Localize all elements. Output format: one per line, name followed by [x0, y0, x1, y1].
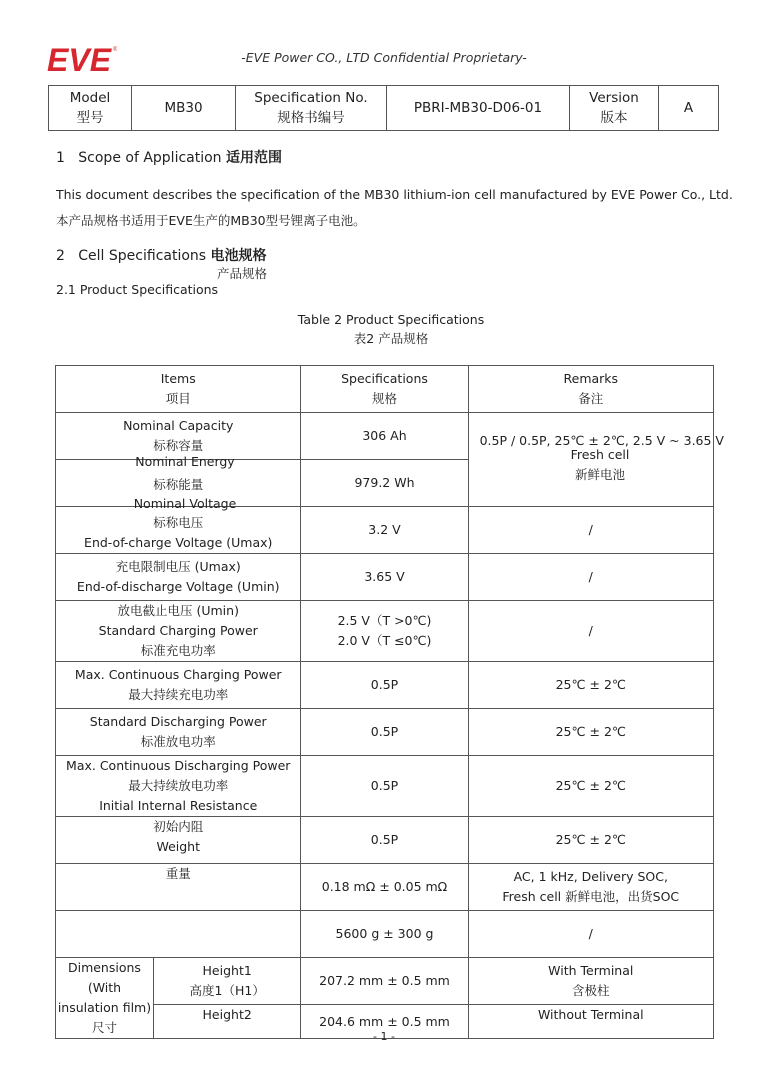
item-cell — [56, 911, 301, 958]
table-row — [56, 911, 714, 958]
item-cell: Standard Discharging Power 标准放电功率 — [56, 709, 301, 756]
spec-no-value-cell: PBRI-MB30-D06-01 — [387, 86, 570, 131]
item-cell: 标称电压 End-of-charge Voltage (Umax) — [56, 507, 301, 554]
item-cell: Max. Continuous Charging Power 最大持续充电功率 — [56, 662, 301, 709]
table-row — [56, 662, 714, 709]
scope-paragraph-en: This document describes the specification of the MB30 lithium-ion cell manufactured by EVE Power Co., Ltd. — [56, 187, 733, 202]
subsection-2-1-heading: 2.1 Product Specifications — [56, 282, 219, 297]
nominal-voltage-label: Nominal Voltage — [133, 496, 237, 511]
item-cell: 重量 — [56, 864, 301, 911]
table-title: Table 2 Product Specifications 表2 产品规格 — [297, 312, 485, 346]
spec-no-label-cell: Specification No. 规格书编号 — [236, 86, 387, 131]
table-row — [56, 756, 714, 817]
spec-cell: 0.5P — [301, 662, 468, 709]
remark-cell: / — [468, 911, 713, 958]
scope-paragraph-cn: 本产品规格书适用于EVE生产的MB30型号锂离子电池。 — [56, 213, 366, 228]
table-row — [56, 817, 714, 864]
section-2-heading: 2 Cell Specifications 电池规格 — [56, 248, 267, 264]
table-header-row — [56, 366, 714, 413]
header-items: Items 项目 — [56, 366, 301, 413]
item-cell: 充电限制电压 (Umax) End-of-discharge Voltage (Umin) — [56, 554, 301, 601]
remark-cell: AC, 1 kHz, Delivery SOC, Fresh cell 新鲜电池，出货SOC — [468, 864, 713, 911]
table-row — [56, 601, 714, 662]
spec-cell: 0.5P — [301, 709, 468, 756]
item-cell: Nominal Capacity 标称容量 — [56, 413, 301, 460]
spec-cell: 0.5P — [301, 817, 468, 864]
header-remarks: Remarks 备注 — [468, 366, 713, 413]
remark-cell: 25℃ ± 2℃ — [468, 756, 713, 817]
model-value-cell: MB30 — [132, 86, 236, 131]
remark-cell: / — [468, 554, 713, 601]
confidential-notice: -EVE Power CO., LTD Confidential Proprietary- — [241, 50, 527, 65]
spec-cell: 2.5 V（T >0℃) 2.0 V（T ≤0℃) — [301, 601, 468, 662]
item-cell: Max. Continuous Discharging Power 最大持续放电功率 Initial Internal Resistance — [56, 756, 301, 817]
remark-cell: 0.5P / 0.5P, 25℃ ± 2℃, 2.5 V ~ 3.65 V — [468, 413, 713, 507]
fresh-cell-remark: Fresh cell 新鲜电池 — [570, 447, 630, 482]
item-cell: 放电截止电压 (Umin) Standard Charging Power 标准充电功率 — [56, 601, 301, 662]
spec-cell: 0.5P — [301, 756, 468, 817]
header-specifications: Specifications 规格 — [301, 366, 468, 413]
height2-cell: Height2 — [153, 1005, 301, 1039]
page-number: - 1 - — [373, 1030, 395, 1043]
section-1-heading: 1 Scope of Application 适用范围 — [56, 150, 283, 166]
model-label-cell: Model 型号 — [49, 86, 132, 131]
item-cell: 标称能量 — [56, 460, 301, 507]
remark-cell: 25℃ ± 2℃ — [468, 709, 713, 756]
remark-cell: / — [468, 601, 713, 662]
spec-cell: 3.65 V — [301, 554, 468, 601]
dimensions-row — [56, 958, 714, 1005]
height2-spec-cell: 204.6 mm ± 0.5 mm — [301, 1005, 468, 1039]
table-row — [56, 709, 714, 756]
table-row — [56, 554, 714, 601]
version-label-cell: Version 版本 — [570, 86, 659, 131]
eve-logo-text: EVE — [47, 42, 112, 74]
spec-cell: 979.2 Wh — [301, 460, 468, 507]
floating-product-spec-cn: 产品规格 — [217, 266, 268, 281]
svg-text:®: ® — [113, 47, 117, 53]
version-value-cell: A — [659, 86, 719, 131]
item-cell: 初始内阻 Weight — [56, 817, 301, 864]
dimensions-label-cell: Dimensions (With insulation film) 尺寸 — [56, 958, 154, 1039]
remark-cell: 25℃ ± 2℃ — [468, 662, 713, 709]
height2-remark-cell: Without Terminal — [468, 1005, 713, 1039]
nominal-energy-label: Nominal Energy — [135, 454, 235, 469]
spec-cell: 0.18 mΩ ± 0.05 mΩ — [301, 864, 468, 911]
document-header-table — [48, 85, 719, 131]
table-row — [56, 864, 714, 911]
remark-cell: 25℃ ± 2℃ — [468, 817, 713, 864]
height1-remark-cell: With Terminal 含极柱 — [468, 958, 713, 1005]
height1-spec-cell: 207.2 mm ± 0.5 mm — [301, 958, 468, 1005]
spec-cell: 306 Ah — [301, 413, 468, 460]
spec-cell: 3.2 V — [301, 507, 468, 554]
height1-cell: Height1 高度1（H1） — [153, 958, 301, 1005]
remark-cell: / — [468, 507, 713, 554]
spec-cell: 5600 g ± 300 g — [301, 911, 468, 958]
